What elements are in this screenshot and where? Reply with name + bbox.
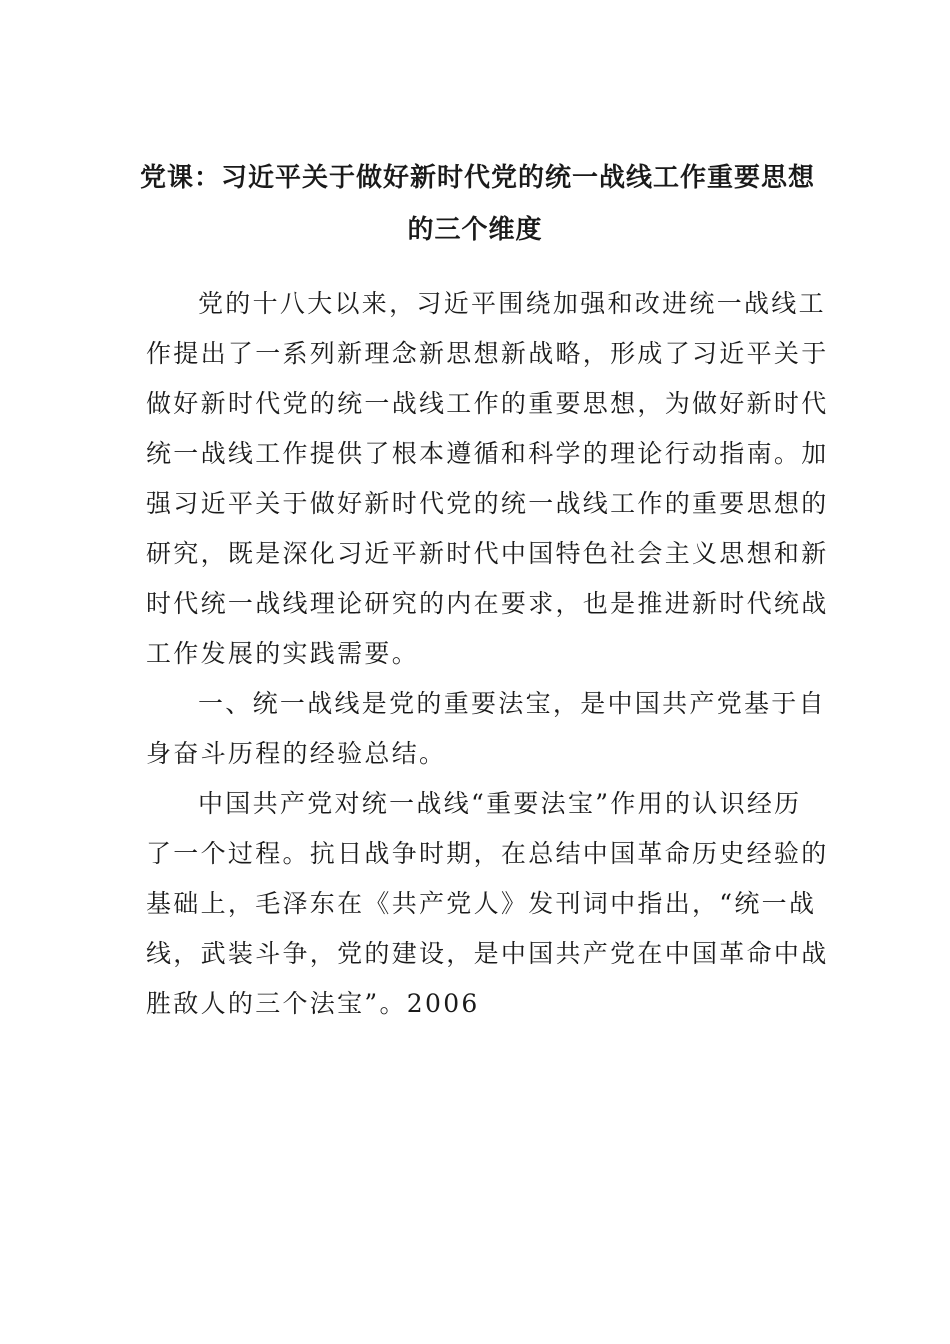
paragraph-line: 中国共产党对统一战线“重要法宝”作用的认识经历 (198, 789, 802, 818)
title-line-2: 的三个维度 (407, 215, 543, 245)
heading-line: 身奋斗历程的经验总结。 (146, 739, 447, 768)
paragraph-line: 强习近平关于做好新时代党的统一战线工作的重要思想的 (146, 489, 829, 518)
section-heading-1 (146, 679, 826, 779)
paragraph-united-front-history (146, 779, 829, 1029)
document-body (146, 279, 829, 1029)
paragraph-line: 基础上，毛泽东在《共产党人》发刊词中指出，“统一战 (146, 889, 817, 918)
title-line-1: 党课：习近平关于做好新时代党的统一战线工作重要思想 (140, 163, 816, 193)
paragraph-line: 研究，既是深化习近平新时代中国特色社会主义思想和新 (146, 539, 829, 568)
paragraph-line: 时代统一战线理论研究的内在要求，也是推进新时代统战 (146, 589, 829, 618)
heading-line: 一、统一战线是党的重要法宝，是中国共产党基于自 (198, 689, 826, 718)
paragraph-line: 胜敌人的三个法宝”。2006 (146, 989, 480, 1018)
paragraph-line: 工作发展的实践需要。 (146, 639, 420, 668)
paragraph-line: 做好新时代党的统一战线工作的重要思想，为做好新时代 (146, 389, 829, 418)
paragraph-line: 党的十八大以来，习近平围绕加强和改进统一战线工 (198, 289, 826, 318)
document-title (140, 152, 816, 256)
paragraph-line: 了一个过程。抗日战争时期，在总结中国革命历史经验的 (146, 839, 829, 868)
paragraph-line: 作提出了一系列新理念新思想新战略，形成了习近平关于 (146, 339, 829, 368)
paragraph-line: 线，武装斗争，党的建设，是中国共产党在中国革命中战 (146, 939, 829, 968)
paragraph-intro (146, 279, 829, 679)
paragraph-line: 统一战线工作提供了根本遵循和科学的理论行动指南。加 (146, 439, 829, 468)
